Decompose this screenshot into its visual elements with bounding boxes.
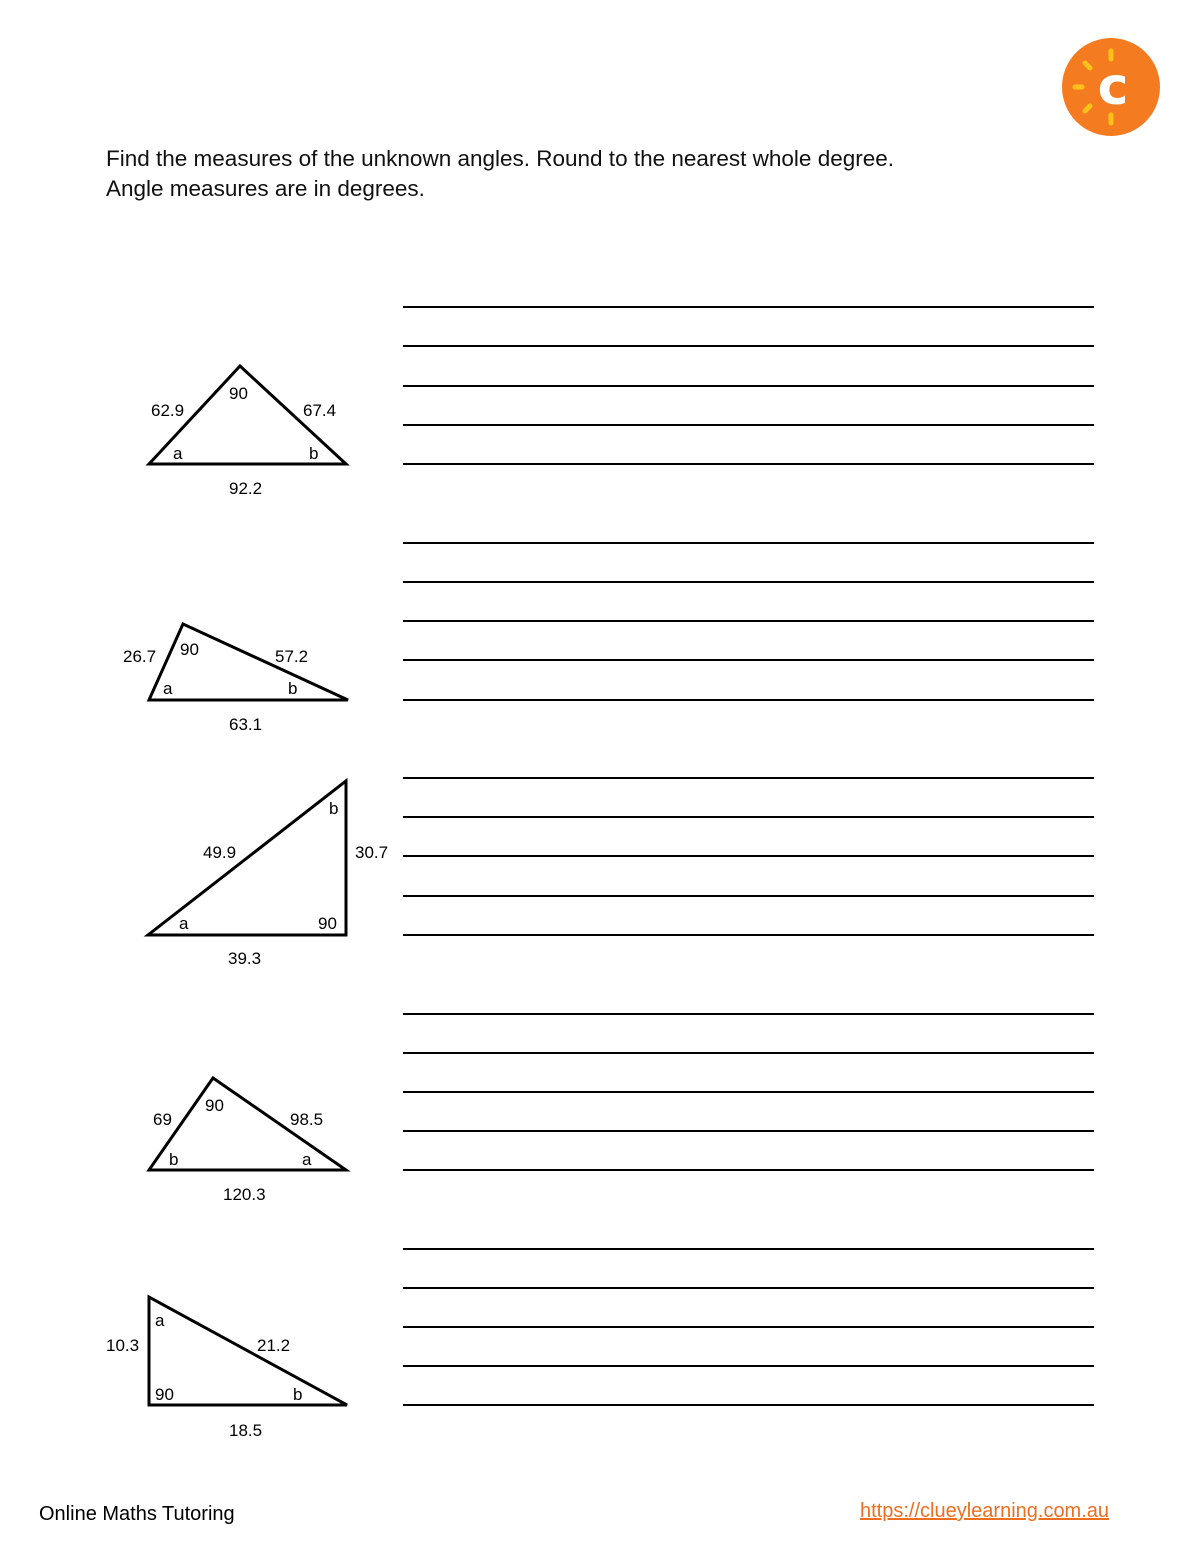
answer-line[interactable]: [403, 1248, 1094, 1250]
answer-line[interactable]: [403, 385, 1094, 387]
triangle-5-angle-right: b: [293, 1385, 303, 1404]
answer-line[interactable]: [403, 1287, 1094, 1289]
instructions: [106, 144, 1066, 204]
answer-line[interactable]: [403, 306, 1094, 308]
answer-line[interactable]: [403, 345, 1094, 347]
answer-line[interactable]: [403, 463, 1094, 465]
triangle-4-side-right: 98.5: [290, 1110, 324, 1129]
instructions-line-1: Find the measures of the unknown angles. Round to the nearest whole degree.: [106, 146, 895, 171]
answer-line[interactable]: [403, 1091, 1094, 1093]
answer-line[interactable]: [403, 934, 1094, 936]
answer-line[interactable]: [403, 1404, 1094, 1406]
triangle-5-side-left: 10.3: [106, 1336, 140, 1355]
triangle-2-angle-top: 90: [180, 640, 199, 659]
answer-line[interactable]: [403, 659, 1094, 661]
triangle-4-angle-left: b: [169, 1150, 179, 1169]
answer-line[interactable]: [403, 699, 1094, 701]
answer-line[interactable]: [403, 816, 1094, 818]
triangle-2-angle-left: a: [163, 679, 173, 698]
triangle-2-angle-right: b: [288, 679, 298, 698]
triangle-3-side-bottom: 39.3: [228, 949, 262, 968]
answer-line[interactable]: [403, 542, 1094, 544]
answer-line[interactable]: [403, 581, 1094, 583]
triangle-2-side-bottom: 63.1: [229, 715, 263, 734]
triangle-1-angle-right: b: [309, 444, 319, 463]
cluey-logo: [1061, 37, 1161, 137]
triangle-2: [123, 624, 348, 734]
triangle-4-angle-top: 90: [205, 1096, 224, 1115]
triangle-1-side-left: 62.9: [151, 401, 185, 420]
triangle-5-side-hypotenuse: 21.2: [257, 1336, 291, 1355]
triangle-3-angle-left: a: [179, 914, 189, 933]
triangle-5-angle-left: 90: [155, 1385, 174, 1404]
triangle-3-angle-top: b: [329, 799, 339, 818]
triangle-1: [149, 366, 346, 498]
answer-line[interactable]: [403, 895, 1094, 897]
triangle-5-angle-top: a: [155, 1311, 165, 1330]
answer-line[interactable]: [403, 1326, 1094, 1328]
logo-letter: c: [1097, 57, 1129, 117]
triangle-3: [148, 781, 388, 968]
answer-line[interactable]: [403, 620, 1094, 622]
answer-line[interactable]: [403, 1013, 1094, 1015]
answer-line[interactable]: [403, 1365, 1094, 1367]
triangle-4-side-bottom: 120.3: [223, 1185, 266, 1204]
footer-tagline: Online Maths Tutoring: [39, 1503, 235, 1525]
triangle-1-side-bottom: 92.2: [229, 479, 263, 498]
triangle-5-side-bottom: 18.5: [229, 1421, 263, 1440]
triangle-2-side-left: 26.7: [123, 647, 157, 666]
triangle-2-side-right: 57.2: [275, 647, 309, 666]
triangle-1-angle-top: 90: [229, 384, 248, 403]
answer-line[interactable]: [403, 1052, 1094, 1054]
instructions-line-2: Angle measures are in degrees.: [106, 176, 425, 201]
triangle-4-side-left: 69: [153, 1110, 172, 1129]
triangle-3-side-hypotenuse: 49.9: [203, 843, 237, 862]
triangle-3-side-right: 30.7: [355, 843, 389, 862]
answer-line[interactable]: [403, 855, 1094, 857]
triangle-3-angle-right: 90: [318, 914, 337, 933]
triangle-1-side-right: 67.4: [303, 401, 337, 420]
answer-line[interactable]: [403, 424, 1094, 426]
triangle-5: [106, 1297, 347, 1440]
triangle-4: [149, 1078, 346, 1204]
triangle-1-angle-left: a: [173, 444, 183, 463]
answer-line[interactable]: [403, 777, 1094, 779]
footer-website-link[interactable]: https://clueylearning.com.au: [860, 1500, 1110, 1522]
answer-line[interactable]: [403, 1169, 1094, 1171]
answer-line[interactable]: [403, 1130, 1094, 1132]
triangle-4-angle-right: a: [302, 1150, 312, 1169]
